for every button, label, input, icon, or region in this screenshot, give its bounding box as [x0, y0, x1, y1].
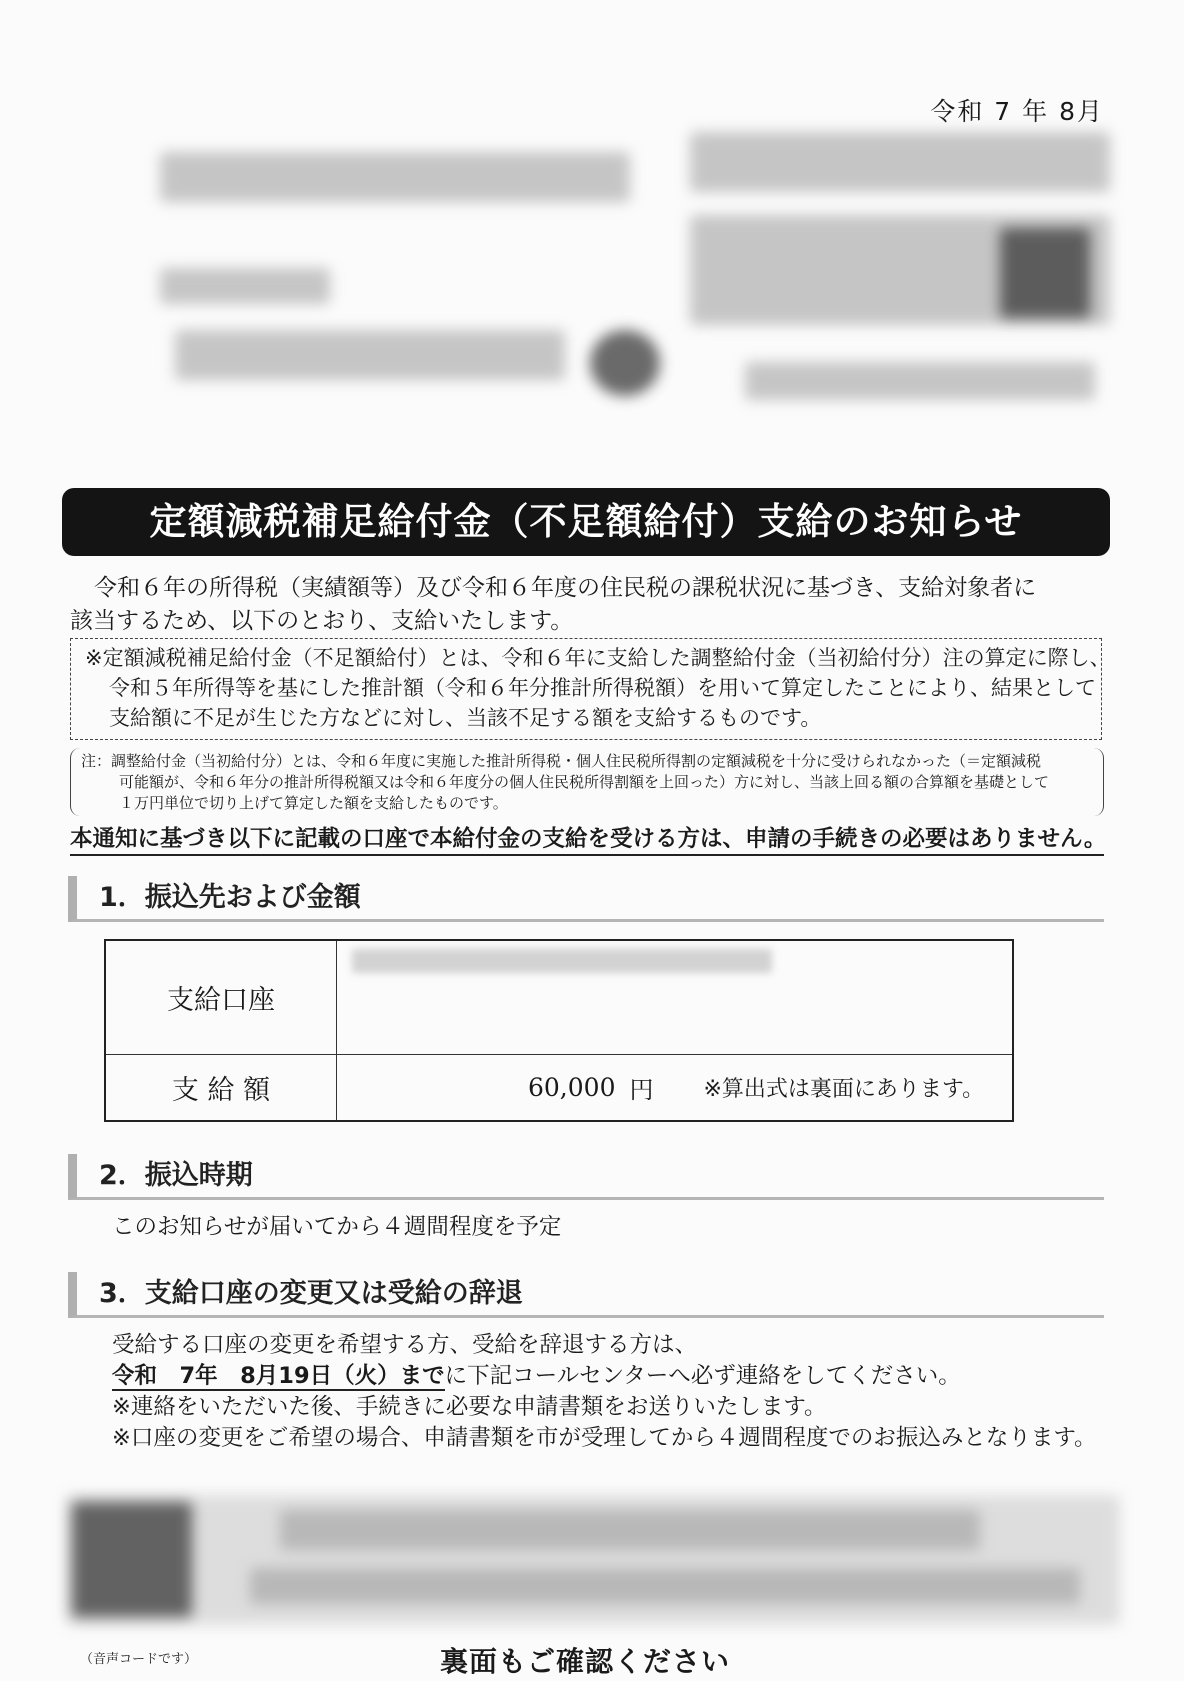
- footnote-line: 可能額が、令和６年分の推計所得税額又は令和６年度分の個人住民税所得割額を上回った）方に対し、当該上回る額の合算額を基礎として: [119, 773, 1050, 791]
- deadline-date: 令和 7年 8月19日（火）まで: [112, 1363, 445, 1389]
- redacted-office-block: [690, 132, 1110, 192]
- account-label: 支給口座: [105, 940, 337, 1054]
- section-3-heading: 3．支給口座の変更又は受給の辞退: [68, 1272, 1104, 1318]
- amount-value: 60,000: [528, 1072, 616, 1102]
- voice-code-qr: [72, 1502, 192, 1617]
- intro-line: 該当するため、以下のとおり、支給いたします。: [70, 608, 574, 634]
- section-1-heading: 1．振込先および金額: [68, 876, 1104, 922]
- change-line: 受給する口座の変更を希望する方、受給を辞退する方は、: [112, 1332, 698, 1358]
- change-text: [112, 1330, 1097, 1454]
- footnote-line: １万円単位で切り上げて算定した額を支給したものです。: [119, 794, 508, 812]
- redacted-seal: [590, 330, 660, 396]
- amount-label: 支 給 額: [105, 1054, 337, 1121]
- section-2-heading: 2．振込時期: [68, 1154, 1104, 1200]
- definition-line: 令和５年所得等を基にした推計額（令和６年分推計所得税額）を用いて算定したことにより、結果として: [109, 676, 1096, 700]
- redacted-sender-address: [160, 152, 630, 202]
- definition-box: [70, 638, 1111, 740]
- redacted-sender-line: [160, 268, 330, 304]
- definition-line: ※定額減税補足給付金（不足額給付）とは、令和６年に支給した調整給付金（当初給付分）注の算定に際し、: [85, 646, 1111, 670]
- transfer-timing-text: このお知らせが届いてから４週間程度を予定: [112, 1214, 562, 1240]
- redacted-recipient-name: [175, 330, 565, 380]
- notice-title: 定額減税補足給付金（不足額給付）支給のお知らせ: [62, 488, 1110, 556]
- redacted-call-center-hours: [250, 1568, 1080, 1604]
- deadline-rest: に下記コールセンターへ必ず連絡をしてください。: [444, 1363, 961, 1389]
- voice-code-label: （音声コードです）: [80, 1652, 198, 1667]
- deadline-line: [112, 1361, 1097, 1392]
- no-application-notice: 本通知に基づき以下に記載の口座で本給付金の支給を受ける方は、申請の手続きの必要はありません。: [70, 824, 1104, 856]
- redacted-office-stamp: [1000, 228, 1090, 318]
- issue-date: 令和 7 年 8月: [930, 97, 1104, 126]
- intro-paragraph: [70, 572, 1110, 638]
- change-note: ※連絡をいただいた後、手続きに必要な申請書類をお送りいたします。: [112, 1394, 827, 1420]
- redacted-call-center-info: [280, 1510, 980, 1550]
- check-back-notice: 裏面もご確認ください: [440, 1645, 731, 1678]
- footnote-line: 注：調整給付金（当初給付分）とは、令和６年度に実施した推計所得税・個人住民税所得割の定額減税を十分に受けられなかった（＝定額減税: [81, 752, 1042, 770]
- definition-line: 支給額に不足が生じた方などに対し、当該不足する額を支給するものです。: [109, 706, 822, 730]
- calculation-note: ※算出式は裏面にあります。: [703, 1076, 985, 1102]
- footnote-box: [70, 748, 1104, 816]
- currency-unit: 円: [629, 1075, 654, 1104]
- redacted-account-number: [352, 949, 772, 973]
- redacted-reference-number: [745, 362, 1095, 400]
- change-note: ※口座の変更をご希望の場合、申請書類を市が受理してから４週間程度でのお振込みとなります。: [112, 1425, 1097, 1451]
- amount-cell: [337, 1054, 1014, 1121]
- intro-line: 令和６年の所得税（実績額等）及び令和６年度の住民税の課税状況に基づき、支給対象者に: [94, 575, 1037, 601]
